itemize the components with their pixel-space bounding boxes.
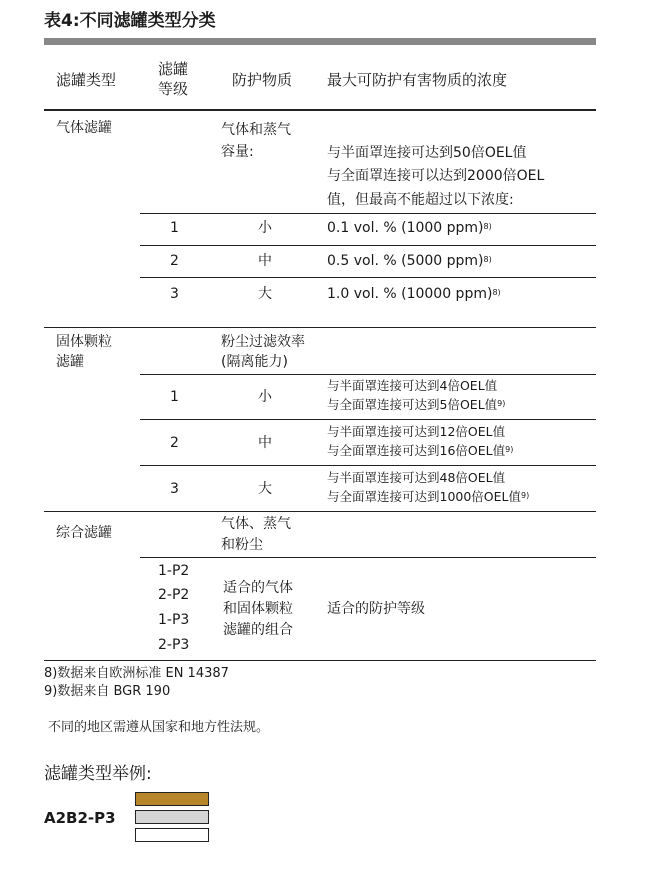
header-max: 最大可防护有害物质的浓度 [327,71,508,89]
row-divider [140,465,596,466]
combo-desc-line2: 和固体颗粒 [223,601,293,617]
row-divider [140,277,596,278]
gas-protect-line2: 容量: [221,144,254,160]
particle-capacity: 中 [258,435,272,451]
gas-type: 气体滤罐 [56,120,112,136]
particle-full-mask: 与全面罩连接可达到16倍OEL值$^{9)}$ [327,443,514,458]
gas-max-line1: 与半面罩连接可达到50倍OEL值 [327,145,527,161]
swatch-brown [135,792,209,806]
section-divider [44,327,596,328]
particle-level: 3 [170,481,179,497]
particle-capacity: 小 [258,389,272,405]
regional-note: 不同的地区需遵从国家和地方性法规。 [48,720,270,735]
gas-level: 1 [170,220,179,236]
swatch-white [135,828,209,842]
gas-value: 0.5 vol. % (5000 ppm)$^{8)}$ [327,253,492,269]
combo-level: 2-P3 [158,637,190,653]
particle-protect-line1: 粉尘过滤效率 [221,334,305,350]
particle-level: 1 [170,389,179,405]
header-protect: 防护物质 [232,71,293,89]
header-divider [44,109,596,111]
footnote-9: 9)数据来自 BGR 190 [44,684,171,699]
combo-level: 2-P2 [158,587,190,603]
particle-level: 2 [170,435,179,451]
gas-protect-line1: 气体和蒸气 [221,122,291,138]
particle-full-mask: 与全面罩连接可达到1000倍OEL值$^{9)}$ [327,489,530,504]
gas-max-line2: 与全面罩连接可以达到2000倍OEL [327,168,545,184]
gas-capacity: 小 [258,220,272,236]
gas-capacity: 大 [258,286,272,302]
gas-max-line3: 值，但最高不能超过以下浓度: [327,192,514,208]
combo-protect-line1: 气体、蒸气 [221,516,291,532]
gas-value: 0.1 vol. % (1000 ppm)$^{8)}$ [327,220,492,236]
particle-capacity: 大 [258,481,272,497]
header-level-line1: 滤罐 [158,60,189,78]
particle-half-mask: 与半面罩连接可达到4倍OEL值 [327,378,498,393]
particle-half-mask: 与半面罩连接可达到48倍OEL值 [327,470,506,485]
combo-level: 1-P2 [158,563,190,579]
particle-protect-line2: (隔离能力) [221,354,288,370]
particle-full-mask: 与全面罩连接可达到5倍OEL值$^{9)}$ [327,397,506,412]
header-level-line2: 等级 [158,80,189,98]
header-type: 滤罐类型 [56,71,117,89]
particle-type-line2: 滤罐 [56,354,84,370]
particle-half-mask: 与半面罩连接可达到12倍OEL值 [327,424,506,439]
gas-level: 2 [170,253,179,269]
title-bar-divider [44,38,596,45]
table-title: 表4:不同滤罐类型分类 [44,11,216,31]
gas-capacity: 中 [258,253,272,269]
row-divider [140,213,596,214]
particle-type-line1: 固体颗粒 [56,334,112,350]
section-divider [44,511,596,512]
footnote-8: 8)数据来自欧洲标准 EN 14387 [44,666,229,681]
example-title: 滤罐类型举例: [44,764,152,784]
combo-max: 适合的防护等级 [327,601,425,617]
combo-level: 1-P3 [158,612,190,628]
combo-protect-line2: 和粉尘 [221,537,263,553]
gas-value: 1.0 vol. % (10000 ppm)$^{8)}$ [327,286,501,302]
row-divider [140,419,596,420]
row-divider [140,245,596,246]
row-divider [140,374,596,375]
table-bottom-divider [44,660,596,661]
swatch-grey [135,810,209,824]
combo-desc-line3: 滤罐的组合 [223,622,293,638]
example-code: A2B2-P3 [44,809,116,827]
combo-type: 综合滤罐 [56,525,112,541]
row-divider [140,557,596,558]
combo-desc-line1: 适合的气体 [223,580,293,596]
gas-level: 3 [170,286,179,302]
